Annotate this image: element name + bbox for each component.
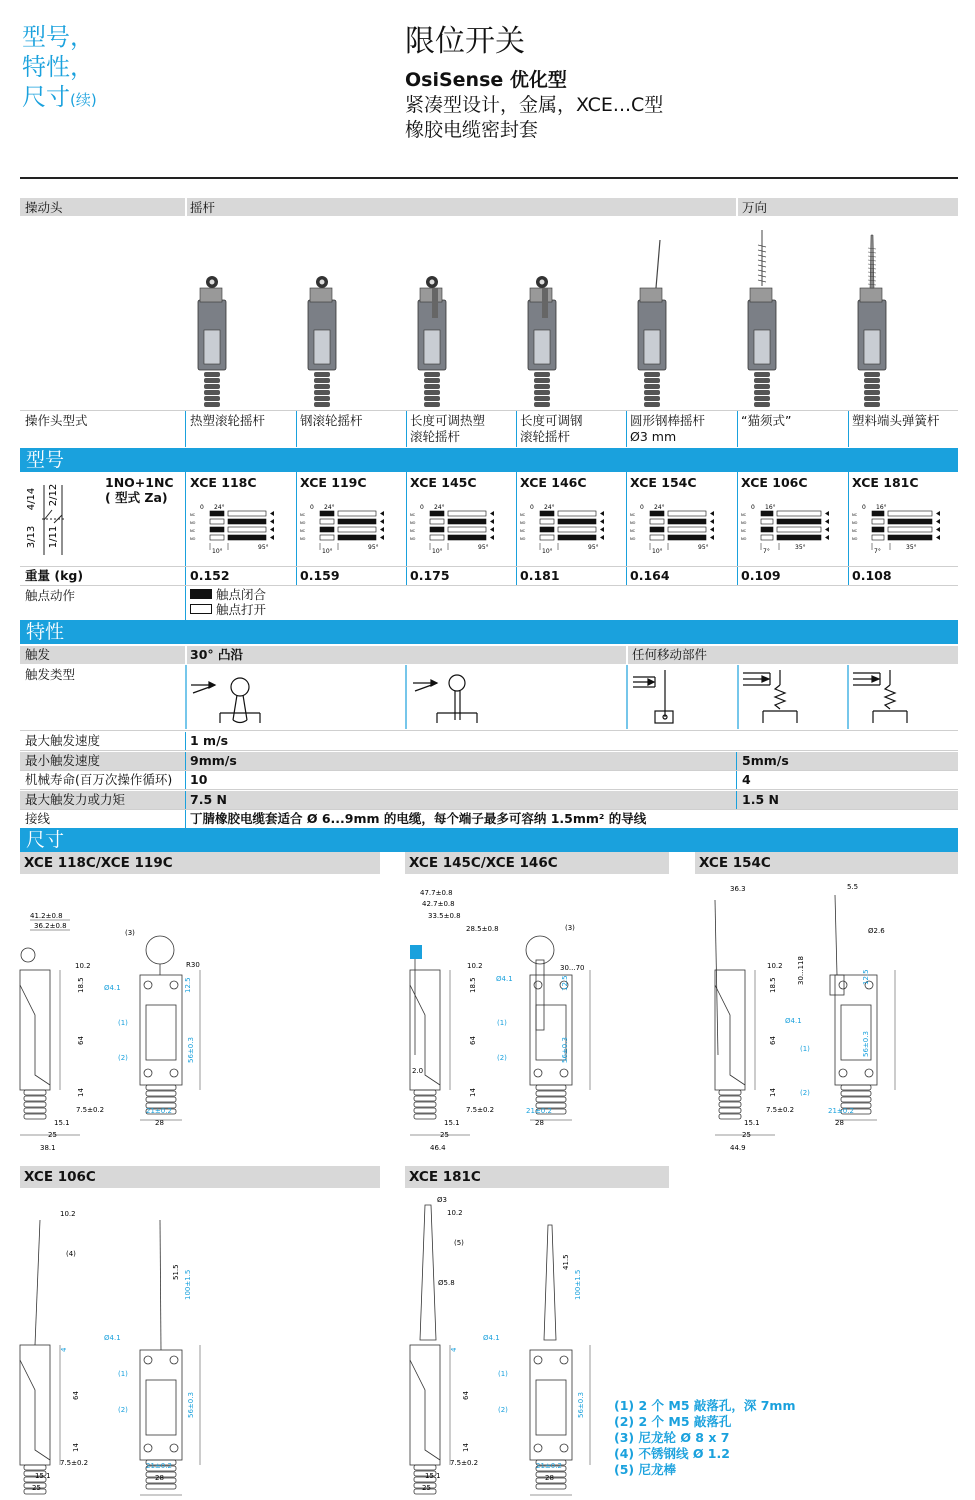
dim-label: 0 bbox=[200, 504, 204, 511]
dim-label: 4 bbox=[60, 1347, 68, 1352]
subtitle-line1: OsiSense 优化型 bbox=[405, 69, 567, 91]
product-images bbox=[180, 230, 960, 410]
dim-label: 16° bbox=[876, 504, 887, 511]
section-model: 型号 bbox=[20, 448, 958, 472]
dim-label: 21±0.2 bbox=[146, 1107, 172, 1115]
trigger-type-diagrams bbox=[185, 665, 960, 730]
op-type-6: “猫须式” bbox=[741, 413, 792, 428]
dim-label: 7.5±0.2 bbox=[76, 1106, 105, 1114]
actuator-header-row bbox=[20, 198, 958, 216]
section-characteristics: 特性 bbox=[20, 620, 958, 644]
spec-label-5: 接线 bbox=[25, 811, 51, 826]
dim-label: Ø4.1 bbox=[496, 975, 513, 983]
svg-text:2/12: 2/12 bbox=[48, 483, 59, 507]
dim-label: 28 bbox=[835, 1119, 844, 1127]
dim-label: NO bbox=[190, 537, 196, 541]
dim-label: (1) bbox=[800, 1045, 810, 1053]
dim-label: 33.5±0.8 bbox=[428, 912, 461, 920]
dim-label: NC bbox=[410, 513, 416, 517]
dimension-drawing-3 bbox=[715, 883, 895, 1152]
note-2: (2) 2 个 M5 敲落孔 bbox=[614, 1414, 732, 1429]
page-title: 限位开关 bbox=[405, 24, 525, 59]
spec-value-2-2: 5mm/s bbox=[742, 752, 789, 768]
dim-label: NC bbox=[190, 529, 196, 533]
weight-1: 0.152 bbox=[190, 568, 230, 583]
dim-label: 7.5±0.2 bbox=[60, 1459, 89, 1467]
dim-label: 28.5±0.8 bbox=[466, 925, 499, 933]
dim-label: 30...118 bbox=[797, 956, 805, 985]
product-image-1 bbox=[198, 276, 226, 407]
dim-label: NO bbox=[520, 537, 526, 541]
dim-title-4: XCE 106C bbox=[20, 1166, 380, 1188]
spec-value-1-5: 丁腈橡胶电缆套适合 Ø 6...9mm 的电缆，每个端子最多可容纳 1.5mm² 的导线 bbox=[190, 811, 647, 826]
dim-label: 10.2 bbox=[447, 1209, 463, 1217]
dim-label: NO bbox=[630, 521, 636, 525]
dim-label: 18.5 bbox=[469, 977, 477, 993]
dim-label: NC bbox=[852, 513, 858, 517]
dim-label: (1) bbox=[498, 1370, 508, 1378]
travel-diagram-2 bbox=[300, 500, 390, 560]
dim-label: 14 bbox=[77, 1088, 85, 1097]
dim-label: 0 bbox=[751, 504, 755, 511]
dim-label: 47.7±0.8 bbox=[420, 889, 453, 897]
trigger-label: 触发 bbox=[25, 647, 51, 662]
side-title-line3: 尺寸(续) bbox=[22, 83, 97, 111]
section-dimensions: 尺寸 bbox=[20, 828, 958, 852]
dim-label: 36.2±0.8 bbox=[34, 922, 67, 930]
spec-label-2: 最小触发速度 bbox=[25, 752, 101, 768]
dim-label: 56±0.3 bbox=[577, 1392, 585, 1418]
dim-label: NC bbox=[630, 529, 636, 533]
subtitle bbox=[405, 68, 663, 143]
dim-label: NC bbox=[852, 529, 858, 533]
dim-label: NC bbox=[520, 513, 526, 517]
dim-label: 2.0 bbox=[412, 1067, 424, 1075]
dim-label: (3) bbox=[125, 929, 135, 937]
dim-label: 12.5 bbox=[862, 969, 870, 985]
dim-label: 95° bbox=[588, 544, 599, 551]
dim-label: 12.5 bbox=[561, 975, 569, 991]
closed-legend-label: 触点闭合 bbox=[216, 587, 267, 602]
dim-label: 10.2 bbox=[467, 962, 483, 970]
dim-label: 12.5 bbox=[184, 977, 192, 993]
contact-symbol bbox=[22, 475, 97, 565]
dim-label: 21±0.2 bbox=[828, 1107, 854, 1115]
dim-label: 7.5±0.2 bbox=[766, 1106, 795, 1114]
weight-3: 0.175 bbox=[410, 568, 450, 583]
dim-label: 16° bbox=[765, 504, 776, 511]
contact-action-label: 触点动作 bbox=[25, 588, 76, 603]
dim-label: 10° bbox=[322, 548, 333, 555]
dim-label: 10° bbox=[542, 548, 553, 555]
dim-label: 51.5 bbox=[172, 1264, 180, 1280]
dim-label: (1) bbox=[118, 1370, 128, 1378]
dim-label: 0 bbox=[530, 504, 534, 511]
dim-label: 15.1 bbox=[35, 1472, 51, 1480]
contacts-label: 1NO+1NC bbox=[105, 475, 174, 490]
contacts-sub: ( 型式 Za) bbox=[105, 490, 168, 505]
dim-label: 10.2 bbox=[75, 962, 91, 970]
spec-value-1-2: 9mm/s bbox=[190, 752, 237, 768]
model-7: XCE 181C bbox=[852, 475, 919, 490]
universal-label: 万向 bbox=[742, 200, 768, 215]
weight-5: 0.164 bbox=[630, 568, 670, 583]
dim-label: 24° bbox=[214, 504, 225, 511]
dim-label: 0 bbox=[640, 504, 644, 511]
dim-label: 18.5 bbox=[77, 977, 85, 993]
travel-diagram-3 bbox=[410, 500, 500, 560]
dim-label: 7.5±0.2 bbox=[466, 1106, 495, 1114]
dim-label: NC bbox=[300, 529, 306, 533]
dim-label: NC bbox=[630, 513, 636, 517]
dim-label: 24° bbox=[544, 504, 555, 511]
dim-label: 64 bbox=[462, 1391, 470, 1400]
op-type-4: 长度可调钢 滚轮摇杆 bbox=[520, 413, 583, 444]
dim-label: NO bbox=[300, 537, 306, 541]
dim-label: NO bbox=[410, 521, 416, 525]
open-legend-label: 触点打开 bbox=[216, 602, 267, 617]
dim-label: Ø2.6 bbox=[868, 927, 885, 935]
dim-label: 14 bbox=[469, 1088, 477, 1097]
product-image-5 bbox=[638, 240, 666, 407]
dim-label: NO bbox=[410, 537, 416, 541]
dim-label: Ø5.8 bbox=[438, 1279, 455, 1287]
travel-diagram-4 bbox=[520, 500, 610, 560]
dim-label: 56±0.3 bbox=[561, 1037, 569, 1063]
dim-label: (2) bbox=[800, 1089, 810, 1097]
svg-text:3/13: 3/13 bbox=[26, 525, 37, 549]
spec-value-2-3: 4 bbox=[742, 772, 751, 787]
dim-label: 24° bbox=[654, 504, 665, 511]
product-image-3 bbox=[418, 276, 446, 407]
spec-label-4: 最大触发力或力矩 bbox=[25, 791, 126, 807]
dim-label: 24° bbox=[324, 504, 335, 511]
spec-value-1-3: 10 bbox=[190, 772, 208, 787]
product-image-4 bbox=[528, 276, 556, 407]
dim-label: 36.3 bbox=[730, 885, 746, 893]
note-1: (1) 2 个 M5 敲落孔，深 7mm bbox=[614, 1398, 796, 1413]
dim-label: 28 bbox=[155, 1474, 164, 1482]
dim-label: 24° bbox=[434, 504, 445, 511]
dim-label: NO bbox=[741, 537, 747, 541]
dim-label: 64 bbox=[72, 1391, 80, 1400]
dim-label: 35° bbox=[795, 544, 806, 551]
dim-label: NO bbox=[852, 521, 858, 525]
dim-label: (5) bbox=[454, 1239, 464, 1247]
dim-label: 15.1 bbox=[54, 1119, 70, 1127]
model-1: XCE 118C bbox=[190, 475, 257, 490]
dim-title-2: XCE 145C/XCE 146C bbox=[405, 852, 669, 874]
dim-label: 28 bbox=[535, 1119, 544, 1127]
dim-label: 64 bbox=[469, 1036, 477, 1045]
dim-label: Ø4.1 bbox=[104, 1334, 121, 1342]
dim-label: 10° bbox=[432, 548, 443, 555]
dimension-drawing-4 bbox=[20, 1210, 200, 1498]
dim-label: 95° bbox=[698, 544, 709, 551]
dim-label: NC bbox=[300, 513, 306, 517]
dim-label: NO bbox=[852, 537, 858, 541]
svg-text:4/14: 4/14 bbox=[26, 487, 37, 511]
dim-label: (4) bbox=[66, 1250, 76, 1258]
dim-label: 21±0.2 bbox=[536, 1462, 562, 1470]
dim-label: 25 bbox=[742, 1131, 751, 1139]
dim-label: 56±0.3 bbox=[862, 1031, 870, 1057]
model-5: XCE 154C bbox=[630, 475, 697, 490]
op-type-5: 圆形钢棒摇杆 Ø3 mm bbox=[630, 413, 706, 444]
dim-label: 7.5±0.2 bbox=[450, 1459, 479, 1467]
weight-4: 0.181 bbox=[520, 568, 560, 583]
note-3: (3) 尼龙轮 Ø 8 x 7 bbox=[614, 1430, 730, 1445]
dim-label: 10.2 bbox=[60, 1210, 76, 1218]
dim-label: 38.1 bbox=[40, 1144, 56, 1152]
closed-legend-swatch bbox=[190, 589, 212, 599]
op-type-2: 钢滚轮摇杆 bbox=[300, 413, 363, 428]
trigger-v2: 任何移动部件 bbox=[632, 647, 708, 662]
weight-7: 0.108 bbox=[852, 568, 892, 583]
actuator-head-label: 操动头 bbox=[25, 200, 63, 215]
dim-label: 35° bbox=[906, 544, 917, 551]
dim-label: 46.4 bbox=[430, 1144, 446, 1152]
dim-label: 15.1 bbox=[744, 1119, 760, 1127]
dim-label: 4 bbox=[450, 1347, 458, 1352]
dim-label: (3) bbox=[565, 924, 575, 932]
subtitle-line3: 橡胶电缆密封套 bbox=[405, 119, 539, 141]
dim-label: 15.1 bbox=[444, 1119, 460, 1127]
dim-label: 15.1 bbox=[425, 1472, 441, 1480]
dim-title-5: XCE 181C bbox=[405, 1166, 669, 1188]
weight-label: 重量 (kg) bbox=[25, 568, 84, 583]
op-type-label: 操作头型式 bbox=[25, 413, 88, 428]
dim-label: 10° bbox=[652, 548, 663, 555]
weight-2: 0.159 bbox=[300, 568, 340, 583]
dimension-drawings-top bbox=[0, 875, 975, 1165]
dim-label: (1) bbox=[497, 1019, 507, 1027]
subtitle-line2: 紧凑型设计，金属，XCE...C型 bbox=[405, 94, 664, 116]
dim-label: NO bbox=[741, 521, 747, 525]
dim-label: 0 bbox=[420, 504, 424, 511]
product-image-6 bbox=[748, 230, 776, 407]
footnotes bbox=[614, 1398, 795, 1478]
spec-label-1: 最大触发速度 bbox=[25, 733, 101, 748]
travel-diagram-5 bbox=[630, 500, 720, 560]
dim-label: Ø3 bbox=[437, 1196, 447, 1204]
dim-label: Ø4.1 bbox=[785, 1017, 802, 1025]
dimension-drawing-5 bbox=[410, 1196, 590, 1498]
dim-label: 41.5 bbox=[562, 1254, 570, 1270]
travel-diagram-6 bbox=[741, 500, 831, 560]
op-type-1: 热塑滚轮摇杆 bbox=[190, 413, 266, 428]
dim-label: NC bbox=[741, 529, 747, 533]
dim-label: 95° bbox=[478, 544, 489, 551]
op-type-3: 长度可调热塑 滚轮摇杆 bbox=[410, 413, 486, 444]
dim-label: NC bbox=[520, 529, 526, 533]
dim-label: 56±0.3 bbox=[187, 1392, 195, 1418]
dim-label: 14 bbox=[72, 1443, 80, 1452]
side-title-line1: 型号， bbox=[22, 23, 94, 51]
dim-label: (2) bbox=[118, 1054, 128, 1062]
dim-label: 25 bbox=[422, 1484, 431, 1492]
op-type-7: 塑料端头弹簧杆 bbox=[852, 413, 940, 428]
dim-label: 18.5 bbox=[769, 977, 777, 993]
dim-label: 21±0.2 bbox=[526, 1107, 552, 1115]
note-4: (4) 不锈钢线 Ø 1.2 bbox=[614, 1446, 730, 1461]
travel-diagram-1 bbox=[190, 500, 280, 560]
dim-label: 28 bbox=[155, 1119, 164, 1127]
dim-label: NO bbox=[630, 537, 636, 541]
dim-label: 0 bbox=[310, 504, 314, 511]
dim-label: Ø4.1 bbox=[483, 1334, 500, 1342]
dim-label: NO bbox=[300, 521, 306, 525]
dim-label: 5.5 bbox=[847, 883, 859, 891]
dim-label: 100±1.5 bbox=[184, 1269, 192, 1300]
dim-label: 64 bbox=[769, 1036, 777, 1045]
dim-label: 14 bbox=[769, 1088, 777, 1097]
dim-label: NC bbox=[741, 513, 747, 517]
dim-label: 7° bbox=[874, 548, 881, 555]
dim-label: NC bbox=[190, 513, 196, 517]
dimension-drawing-1 bbox=[20, 912, 200, 1152]
dim-label: (2) bbox=[498, 1406, 508, 1414]
dim-label: 42.7±0.8 bbox=[422, 900, 455, 908]
dim-label: (1) bbox=[118, 1019, 128, 1027]
dim-label: 95° bbox=[368, 544, 379, 551]
trigger-v1: 30° 凸沿 bbox=[190, 647, 243, 662]
dim-label: 14 bbox=[462, 1443, 470, 1452]
dim-label: R30 bbox=[186, 961, 200, 969]
product-image-7 bbox=[858, 235, 886, 407]
rocker-label: 摇杆 bbox=[190, 200, 216, 215]
dim-label: 7° bbox=[763, 548, 770, 555]
dim-label: 0 bbox=[862, 504, 866, 511]
dim-label: 56±0.3 bbox=[187, 1037, 195, 1063]
dim-label: 10° bbox=[212, 548, 223, 555]
open-legend-swatch bbox=[190, 604, 212, 614]
model-4: XCE 146C bbox=[520, 475, 587, 490]
dim-label: (2) bbox=[497, 1054, 507, 1062]
travel-diagram-7 bbox=[852, 500, 942, 560]
model-6: XCE 106C bbox=[741, 475, 808, 490]
trigger-type-label: 触发类型 bbox=[25, 667, 76, 682]
dim-label: 30...70 bbox=[560, 964, 585, 972]
product-image-2 bbox=[308, 276, 336, 407]
spec-value-1-4: 7.5 N bbox=[190, 791, 227, 807]
note-5: (5) 尼龙棒 bbox=[614, 1462, 676, 1477]
dimension-drawing-2 bbox=[410, 889, 590, 1152]
side-title bbox=[22, 22, 97, 115]
dim-label: NC bbox=[410, 529, 416, 533]
dim-label: Ø4.1 bbox=[104, 984, 121, 992]
svg-text:1/11: 1/11 bbox=[48, 525, 59, 549]
dim-label: 28 bbox=[545, 1474, 554, 1482]
dim-label: 25 bbox=[440, 1131, 449, 1139]
model-3: XCE 145C bbox=[410, 475, 477, 490]
dim-label: 64 bbox=[77, 1036, 85, 1045]
dim-label: 25 bbox=[48, 1131, 57, 1139]
spec-value-1-1: 1 m/s bbox=[190, 733, 229, 748]
side-title-line2: 特性， bbox=[22, 53, 94, 81]
dim-label: NO bbox=[520, 521, 526, 525]
dim-label: 100±1.5 bbox=[574, 1269, 582, 1300]
model-2: XCE 119C bbox=[300, 475, 367, 490]
dim-label: 25 bbox=[32, 1484, 41, 1492]
dim-label: 41.2±0.8 bbox=[30, 912, 63, 920]
dim-title-1: XCE 118C/XCE 119C bbox=[20, 852, 380, 874]
dimension-drawings-bottom bbox=[0, 1190, 620, 1498]
dim-label: 95° bbox=[258, 544, 269, 551]
dim-label: 21±0.2 bbox=[146, 1462, 172, 1470]
title-divider bbox=[20, 177, 958, 179]
weight-6: 0.109 bbox=[741, 568, 781, 583]
dim-label: NO bbox=[190, 521, 196, 525]
spec-label-3: 机械寿命(百万次操作循环) bbox=[25, 772, 173, 787]
dim-label: 10.2 bbox=[767, 962, 783, 970]
dim-title-3: XCE 154C bbox=[695, 852, 958, 874]
spec-value-2-4: 1.5 N bbox=[742, 791, 779, 807]
dim-label: 44.9 bbox=[730, 1144, 746, 1152]
dim-label: (2) bbox=[118, 1406, 128, 1414]
